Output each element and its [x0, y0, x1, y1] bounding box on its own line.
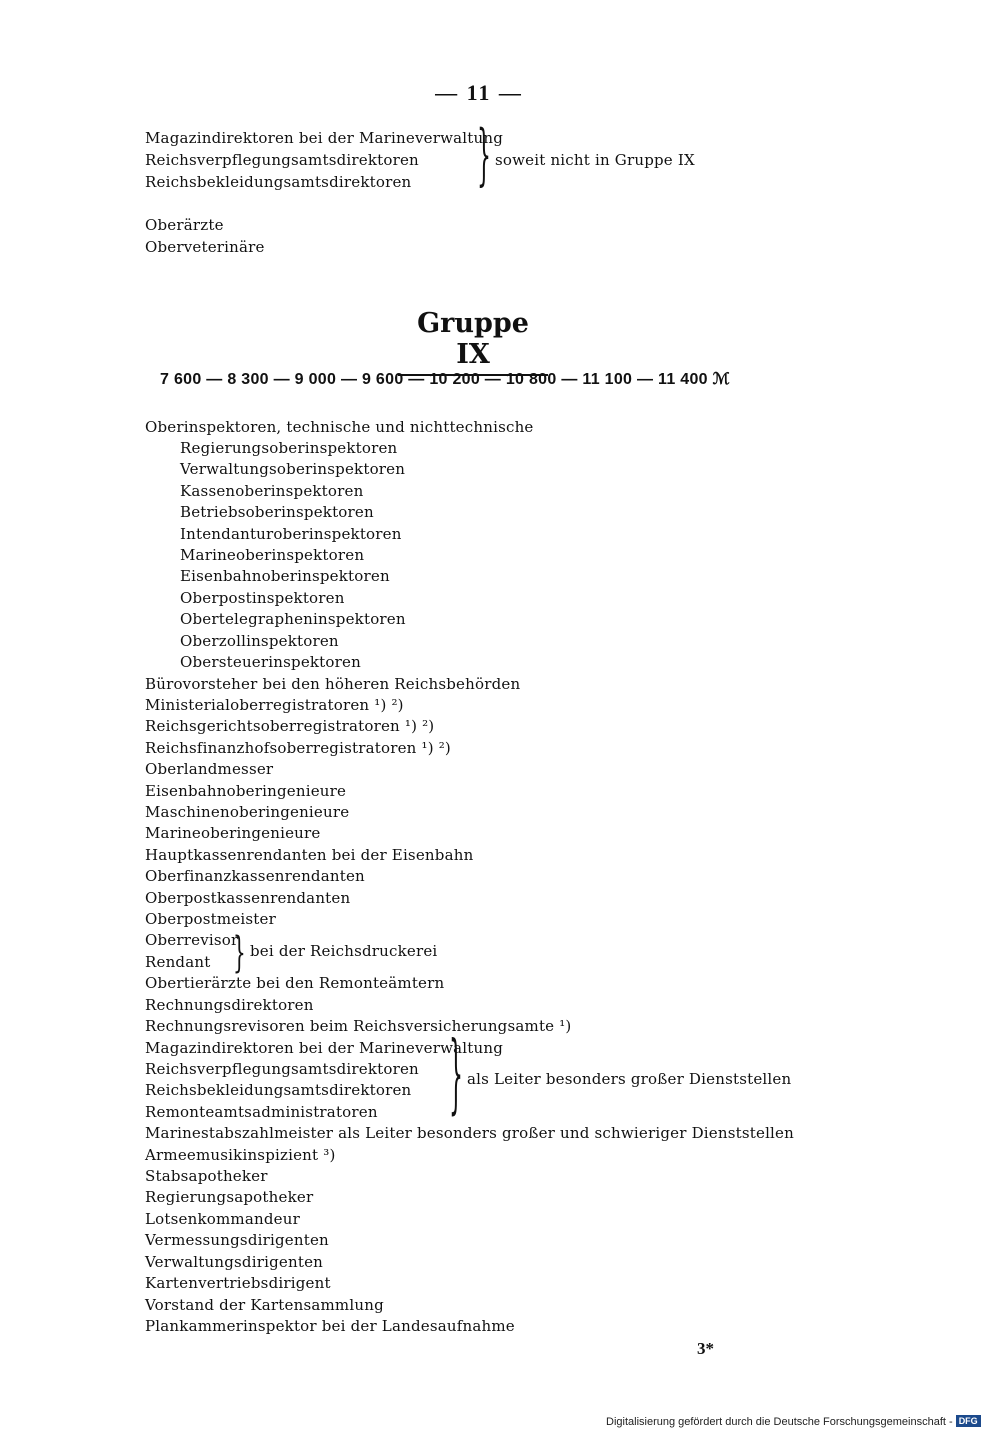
entry-line: Maschinenoberingenieure	[145, 803, 350, 821]
entry-line: Obersteuerinspektoren	[180, 653, 361, 671]
entry-line: Stabsapotheker	[145, 1167, 268, 1185]
entry-line: Marineoberinspektoren	[180, 546, 365, 564]
entry-line: Rechnungsdirektoren	[145, 996, 314, 1014]
top-block-line: Magazindirektoren bei der Marineverwaltung	[145, 129, 503, 147]
leiter-line: Remonteamtsadministratoren	[145, 1103, 378, 1121]
entry-line: Eisenbahnoberingenieure	[145, 782, 347, 800]
entry-line: Oberzollinspektoren	[180, 632, 339, 650]
entry-line: Plankammerinspektor bei der Landesaufnahme	[145, 1317, 515, 1335]
entry-line: Marinestabszahlmeister als Leiter besonders großer und schwieriger Dienststellen	[145, 1124, 794, 1142]
entry-line: Ministerialoberregistratoren ¹) ²)	[145, 696, 404, 714]
entry-line: Intendanturoberinspektoren	[180, 525, 402, 543]
top-block-line: Reichsverpflegungsamtsdirektoren	[145, 151, 419, 169]
druckerei-line: Oberrevisor	[145, 931, 239, 949]
entry-line: Regierungsoberinspektoren	[180, 439, 398, 457]
group-heading: Gruppe IX	[398, 308, 548, 376]
entry-line: Verwaltungsdirigenten	[145, 1253, 324, 1271]
entry-line: Obertelegrapheninspektoren	[180, 610, 406, 628]
entry-line: Verwaltungsoberinspektoren	[180, 460, 406, 478]
entry-line: Hauptkassenrendanten bei der Eisenbahn	[145, 846, 474, 864]
leiter-line: Magazindirektoren bei der Marineverwaltung	[145, 1039, 503, 1057]
top-block-brace-note: soweit nicht in Gruppe IX	[495, 151, 695, 169]
entry-line: Betriebsoberinspektoren	[180, 503, 374, 521]
salary-scale: 7 600 — 8 300 — 9 000 — 9 600 — 10 200 — 10 800 — 11 100 — 11 400 ℳ	[160, 371, 731, 388]
entry-line: Oberpostinspektoren	[180, 589, 345, 607]
entry-line: Oberfinanzkassenrendanten	[145, 867, 365, 885]
entry-line: Eisenbahnoberinspektoren	[180, 567, 390, 585]
entry-line: Armeemusikinspizient ³)	[145, 1146, 336, 1164]
entry-line: Oberinspektoren, technische und nichttechnische	[145, 418, 534, 436]
druckerei-line: Rendant	[145, 953, 211, 971]
druckerei-brace-note: bei der Reichsdruckerei	[250, 942, 438, 960]
entry-line: Rechnungsrevisoren beim Reichsversicherungsamte ¹)	[145, 1017, 572, 1035]
top-extra-line: Oberärzte	[145, 216, 224, 234]
entry-line: Kassenoberinspektoren	[180, 482, 364, 500]
entry-line: Vorstand der Kartensammlung	[145, 1296, 384, 1314]
page-number: — 11 —	[435, 80, 523, 105]
entry-line: Kartenvertriebsdirigent	[145, 1274, 331, 1292]
brace-symbol: }	[233, 926, 246, 978]
entry-line: Oberlandmesser	[145, 760, 274, 778]
entry-line: Reichsgerichtsoberregistratoren ¹) ²)	[145, 717, 435, 735]
top-block-line: Reichsbekleidungsamtsdirektoren	[145, 173, 412, 191]
entry-line: Oberpostmeister	[145, 910, 276, 928]
footer-text: Digitalisierung gefördert durch die Deutsche Forschungsgemeinschaft -	[606, 1416, 953, 1428]
dfg-logo-icon: DFG	[956, 1415, 981, 1427]
leiter-line: Reichsverpflegungsamtsdirektoren	[145, 1060, 419, 1078]
entry-line: Reichsfinanzhofsoberregistratoren ¹) ²)	[145, 739, 451, 757]
entry-line: Vermessungsdirigenten	[145, 1231, 329, 1249]
top-extra-line: Oberveterinäre	[145, 238, 265, 256]
sheet-mark: 3*	[697, 1339, 714, 1358]
footer-credit	[606, 1415, 981, 1428]
entry-line: Oberpostkassenrendanten	[145, 889, 351, 907]
leiter-brace-note: als Leiter besonders großer Dienststellen	[467, 1070, 792, 1088]
brace-symbol: }	[449, 1028, 463, 1126]
entry-line: Bürovorsteher bei den höheren Reichsbehörden	[145, 675, 521, 693]
entry-line: Obertierärzte bei den Remonteämtern	[145, 974, 445, 992]
entry-line: Lotsenkommandeur	[145, 1210, 300, 1228]
brace-symbol: }	[477, 120, 491, 195]
leiter-line: Reichsbekleidungsamtsdirektoren	[145, 1081, 412, 1099]
entry-line: Marineoberingenieure	[145, 824, 321, 842]
entry-line: Regierungsapotheker	[145, 1188, 314, 1206]
